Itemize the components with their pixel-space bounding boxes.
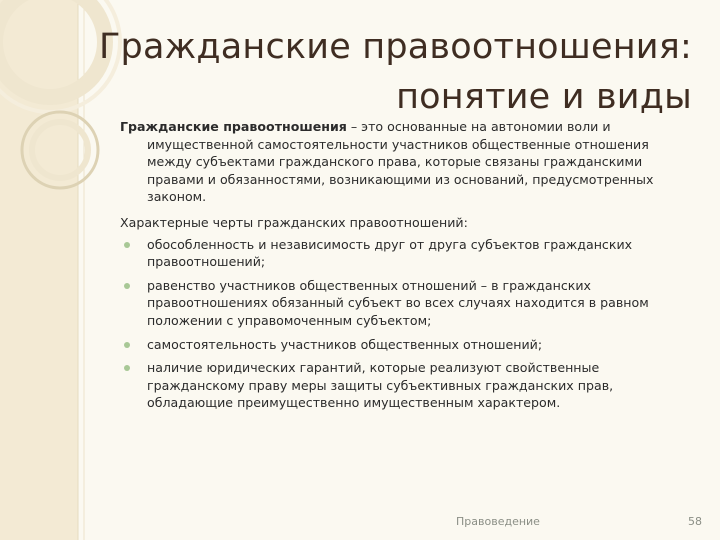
bullet-icon bbox=[124, 365, 130, 371]
feature-text: самостоятельность участников общественных отношений; bbox=[147, 336, 543, 352]
footer-subject: Правоведение bbox=[456, 515, 540, 528]
definition-term: Гражданские правоотношения bbox=[120, 119, 347, 134]
feature-text: обособленность и независимость друг от друга субъектов гражданских правоотношений; bbox=[147, 236, 633, 270]
bullet-icon bbox=[124, 342, 130, 348]
definition-paragraph bbox=[120, 118, 692, 206]
slide-title-line-1: Гражданские правоотношения: bbox=[99, 27, 692, 67]
feature-text: равенство участников общественных отношений – в гражданских правоотношениях обязанный субъект во всех случаях находится в равном положении с управомоченным субъектом; bbox=[147, 277, 649, 328]
slide-title bbox=[99, 22, 692, 122]
feature-item bbox=[120, 277, 692, 330]
features-list bbox=[120, 236, 692, 412]
bullet-icon bbox=[124, 242, 130, 248]
slide-content bbox=[120, 118, 692, 418]
feature-text: наличие юридических гарантий, которые реализуют свойственные гражданскому праву меры защиты субъективных гражданских прав, обладающие преимущественно имущественным характером. bbox=[147, 360, 614, 411]
feature-item bbox=[120, 236, 692, 271]
features-heading: Характерные черты гражданских правоотношений: bbox=[120, 214, 468, 230]
bullet-icon bbox=[124, 283, 130, 289]
definition-text: – это основанные на автономии воли и имущественной самостоятельности участников общественные отношения между субъектами гражданского права, которые связаны гражданскими правами и обязанностями, возникающими из оснований, предусмотренных законом. bbox=[147, 119, 654, 205]
slide-title-line-2: понятие и виды bbox=[396, 77, 692, 117]
page-number: 58 bbox=[688, 515, 702, 528]
feature-item bbox=[120, 359, 692, 412]
feature-item bbox=[120, 336, 692, 354]
